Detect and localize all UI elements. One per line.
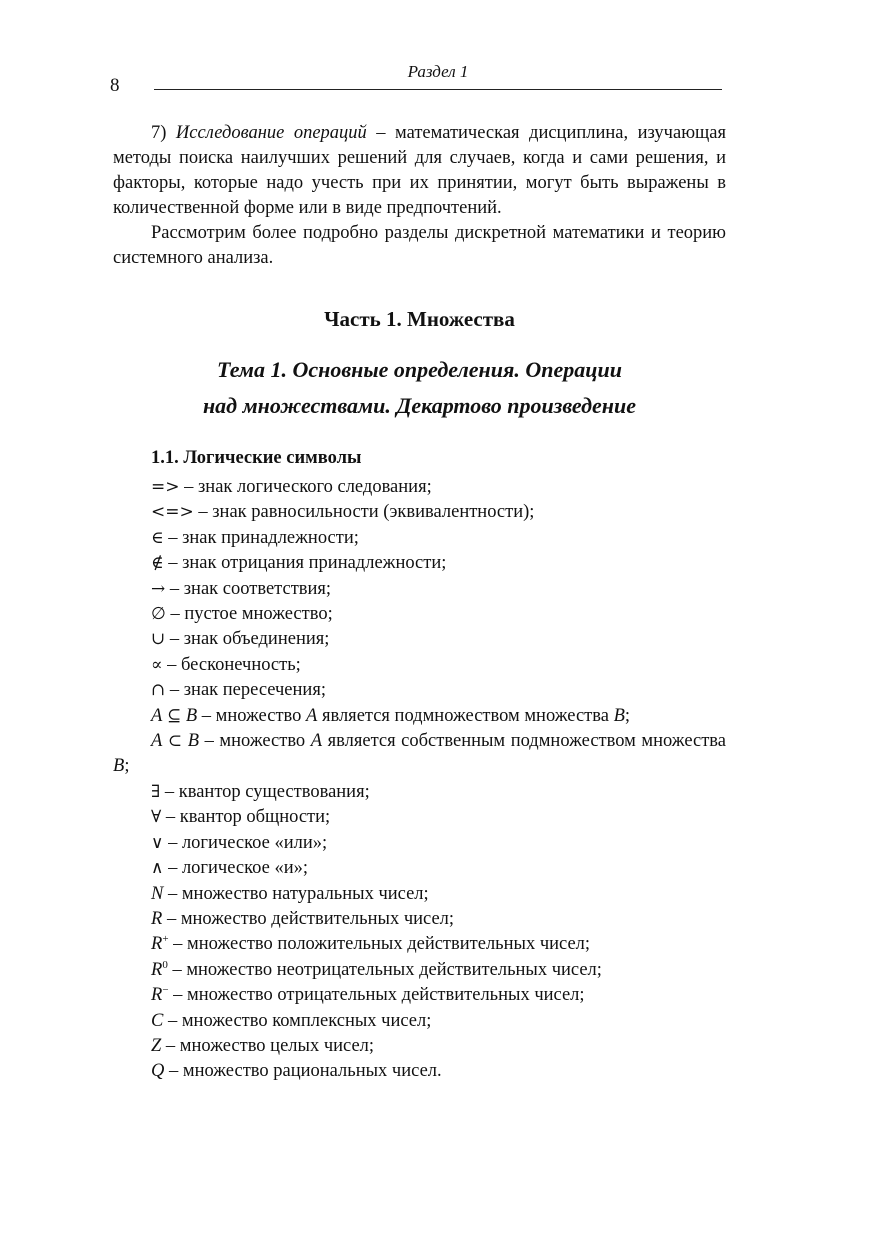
symbol-description: – множество действительных чисел;	[162, 908, 455, 929]
running-header	[110, 62, 722, 94]
symbol-description: – квантор существования;	[160, 781, 370, 802]
logical-or-symbol: ∨	[151, 832, 164, 853]
list-item	[113, 1059, 726, 1084]
symbol-description: является подмножеством множества	[317, 705, 614, 726]
number-set-letter: R	[151, 934, 163, 955]
symbol-description: – пустое множество;	[165, 604, 333, 625]
number-set-letter: Z	[151, 1035, 162, 1056]
number-set-letter: R	[151, 908, 163, 929]
union-symbol: ∪	[151, 629, 166, 650]
list-item-proper-subset	[113, 729, 726, 780]
topic-title-line-2: над множествами. Декартово произведение	[202, 393, 637, 418]
symbol-description: – множество комплексных чисел;	[163, 1010, 432, 1031]
set-variable: B	[185, 705, 198, 726]
number-set-letter: R	[151, 985, 163, 1006]
number-set-superscript: 0	[162, 958, 168, 971]
list-item	[113, 831, 726, 856]
proper-subset-symbol: ⊂	[167, 731, 183, 752]
logical-symbols-list	[113, 475, 726, 1085]
closing-paragraph: Рассмотрим более подробно разделы дискретной математики и теорию системного анализа.	[113, 223, 726, 268]
not-element-of-symbol: ∉	[151, 553, 164, 574]
set-variable: B	[113, 756, 125, 777]
number-set-letter: R	[151, 959, 163, 980]
list-item	[113, 983, 726, 1008]
symbol-description: – знак принадлежности;	[163, 527, 359, 548]
set-variable: A	[310, 731, 323, 752]
symbol-description: – знак логического следования;	[179, 477, 432, 497]
set-variable: A	[151, 731, 163, 752]
list-item	[113, 678, 726, 703]
symbol-description: – логическое «и»;	[163, 858, 309, 879]
topic-title-line-1: Тема 1. Основные определения. Операции	[217, 357, 622, 382]
mapping-arrow-symbol: →	[151, 578, 166, 599]
punctuation: ;	[124, 756, 130, 777]
header-rule	[154, 89, 722, 90]
symbol-description: является собственным подмножеством множества	[322, 731, 727, 752]
list-item	[113, 805, 726, 830]
exists-quantifier-symbol: ∃	[151, 781, 161, 802]
symbol-description: – знак объединения;	[165, 629, 330, 650]
topic-title	[113, 352, 726, 424]
list-item	[113, 500, 726, 525]
list-item	[113, 627, 726, 652]
list-item	[113, 882, 726, 907]
symbol-description: – знак соответствия;	[165, 578, 332, 599]
number-set-letter: N	[151, 883, 164, 904]
symbol-description: – знак отрицания принадлежности;	[163, 553, 447, 574]
list-item	[113, 551, 726, 576]
list-item	[113, 653, 726, 678]
symbol-description: – множество целых чисел;	[161, 1035, 375, 1056]
page-number: 8	[110, 75, 120, 96]
symbol-description: – множество	[199, 731, 311, 752]
list-item	[113, 602, 726, 627]
list-item	[113, 856, 726, 881]
intro-paragraph-item-7	[113, 121, 726, 221]
symbol-description: – знак пересечения;	[165, 680, 326, 701]
symbol-description: – множество	[197, 705, 307, 726]
set-variable: A	[151, 705, 163, 726]
symbol-description: – множество рациональных чисел.	[164, 1061, 442, 1082]
set-variable: A	[306, 705, 318, 726]
list-item	[113, 1034, 726, 1059]
forall-quantifier-symbol: ∀	[151, 807, 162, 828]
intersection-symbol: ∩	[151, 680, 166, 701]
item-number: 7)	[151, 123, 176, 143]
number-set-superscript: +	[162, 933, 169, 946]
implication-symbol: =>	[151, 477, 180, 497]
number-set-superscript: −	[162, 984, 169, 997]
set-variable: B	[613, 705, 625, 726]
part-title: Часть 1. Множества	[324, 307, 515, 331]
symbol-description: – знак равносильности (эквивалентности);	[193, 502, 535, 523]
symbol-description: – множество отрицательных действительных чисел;	[168, 985, 585, 1006]
list-item	[113, 958, 726, 983]
number-set-letter: C	[151, 1010, 164, 1031]
list-item	[113, 475, 726, 500]
list-item-subset	[113, 704, 726, 729]
list-item	[113, 907, 726, 932]
set-variable: B	[187, 731, 200, 752]
symbol-description: – логическое «или»;	[163, 832, 328, 853]
item-definition: – математическая дисциплина, изучающая методы поиска наилучших решений для случаев, когда и сами решения, и факторы, которые надо учесть при их принятии, могут быть выражены в количественной форме или в виде предпочтений.	[113, 123, 726, 218]
element-of-symbol: ∈	[151, 527, 164, 548]
section-label: Раздел 1	[407, 62, 469, 81]
list-item	[113, 780, 726, 805]
list-item	[113, 932, 726, 957]
page-body	[113, 121, 726, 1085]
symbol-description: – множество неотрицательных действительных чисел;	[167, 959, 602, 980]
punctuation: ;	[624, 705, 631, 726]
symbol-description: – бесконечность;	[162, 654, 301, 675]
equivalence-symbol: <=>	[151, 502, 194, 523]
list-item	[113, 577, 726, 602]
logical-and-symbol: ∧	[151, 858, 164, 879]
symbol-description: – множество положительных действительных чисел;	[168, 934, 591, 955]
number-set-letter: Q	[151, 1061, 165, 1082]
item-term: Исследование операций	[175, 123, 367, 143]
symbol-description: – множество натуральных чисел;	[163, 883, 429, 904]
empty-set-symbol: ∅	[151, 604, 166, 625]
infinity-symbol: ∝	[151, 654, 163, 675]
subsection-title: 1.1. Логические символы	[151, 448, 362, 468]
list-item	[113, 526, 726, 551]
list-item	[113, 1009, 726, 1034]
subset-symbol: ⊆	[166, 705, 182, 726]
symbol-description: – квантор общности;	[161, 807, 331, 828]
